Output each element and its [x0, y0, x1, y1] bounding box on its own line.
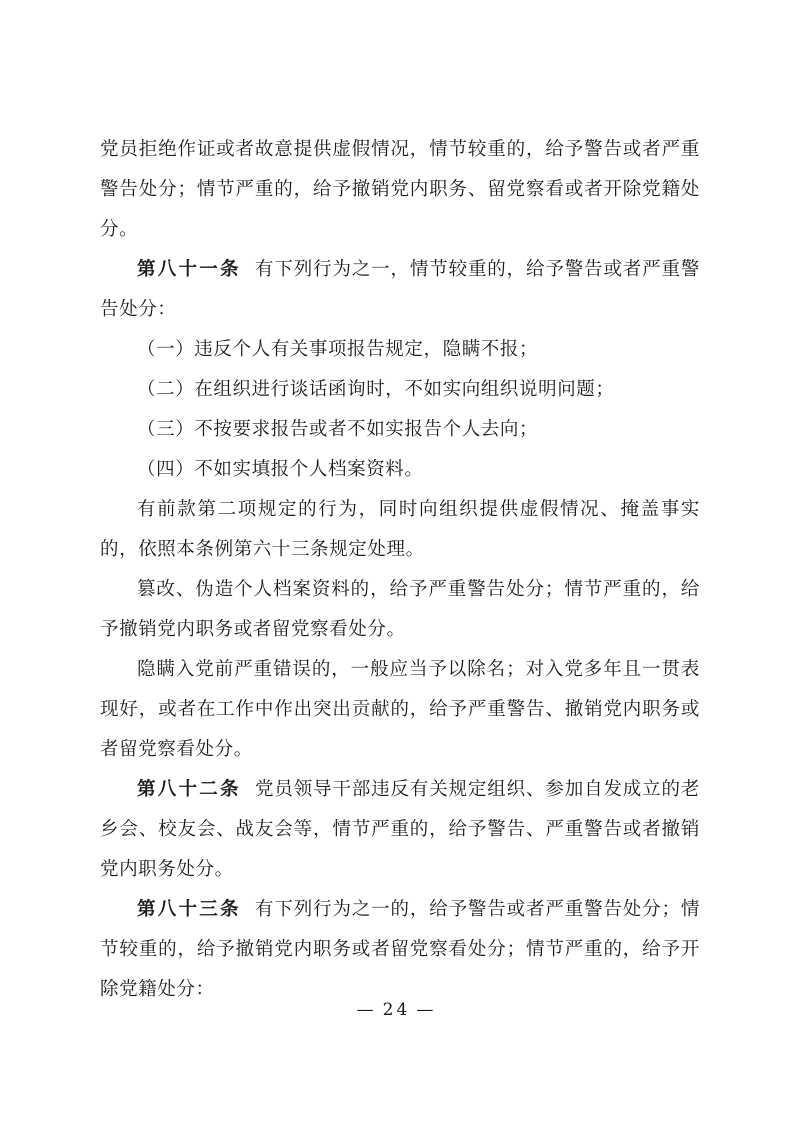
paragraph-article-83: [100, 890, 700, 1010]
footer-dash-left: —: [356, 1000, 377, 1020]
article-82-text: 党员领导干部违反有关规定组织、参加自发成立的老乡会、校友会、战友会等，情节严重的，给予警告、严重警告或者撤销党内职务处分。: [100, 779, 700, 880]
paragraph-article-81-2: 有前款第二项规定的行为，同时向组织提供虚假情况、掩盖事实的，依照本条例第六十三条规定处理。: [100, 499, 700, 560]
article-81-text: 有下列行为之一，情节较重的，给予警告或者严重警告处分：: [100, 259, 700, 320]
list-item-article-81-1: （一）违反个人有关事项报告规定，隐瞒不报；: [137, 339, 539, 360]
article-number-82: 第八十二条: [137, 779, 241, 800]
page-footer: [0, 1000, 793, 1020]
footer-dash-right: —: [416, 1000, 437, 1020]
paragraph-article-81-3: 篡改、伪造个人档案资料的，给予严重警告处分；情节严重的，给予撤销党内职务或者留党察看处分。: [100, 579, 700, 640]
list-item-article-81-3: （三）不按要求报告或者不如实报告个人去向；: [137, 419, 539, 440]
paragraph-preceding-continuation: 党员拒绝作证或者故意提供虚假情况，情节较重的，给予警告或者严重警告处分；情节严重的，给予撤销党内职务、留党察看或者开除党籍处分。: [100, 139, 700, 240]
page-number: 24: [382, 1000, 411, 1020]
article-number-81: 第八十一条: [137, 259, 241, 280]
article-number-83: 第八十三条: [137, 899, 241, 920]
paragraph-article-82: [100, 770, 700, 890]
paragraph-article-81-4: 隐瞒入党前严重错误的，一般应当予以除名；对入党多年且一贯表现好，或者在工作中作出突出贡献的，给予严重警告、撤销党内职务或者留党察看处分。: [100, 659, 700, 760]
article-83-text: 有下列行为之一的，给予警告或者严重警告处分；情节较重的，给予撤销党内职务或者留党察看处分；情节严重的，给予开除党籍处分：: [100, 899, 700, 1000]
list-item-article-81-4: （四）不如实填报个人档案资料。: [137, 459, 424, 480]
list-item-article-81-2: （二）在组织进行谈话函询时，不如实向组织说明问题；: [137, 379, 615, 400]
document-body: [100, 130, 700, 1010]
paragraph-article-81: [100, 250, 700, 330]
